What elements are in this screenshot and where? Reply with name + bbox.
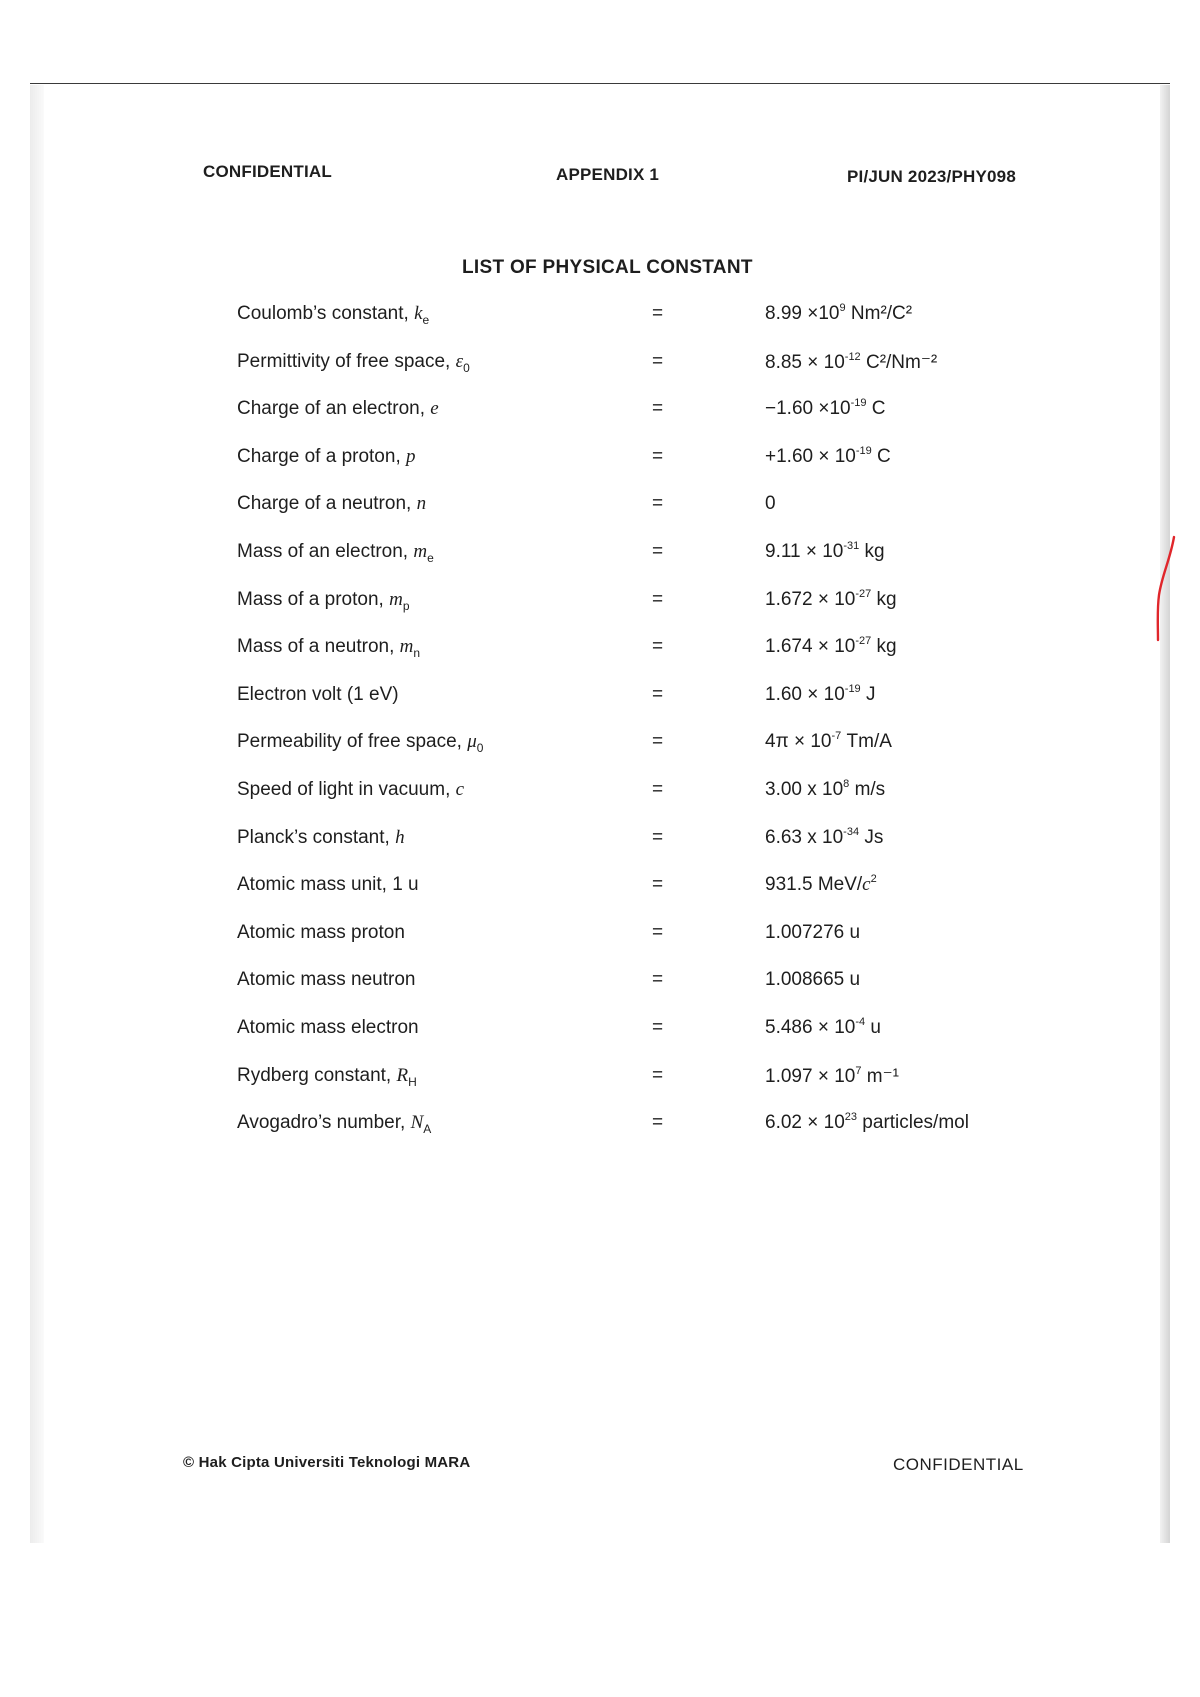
document-title: LIST OF PHYSICAL CONSTANT [462,257,753,278]
equals-sign: = [652,874,664,895]
equals-sign: = [652,1065,664,1086]
constant-row [0,303,1200,333]
constant-value-exponent: 2 [870,873,877,885]
constant-symbol-subscript: H [408,1074,417,1089]
constant-label-text: Rydberg constant, [237,1065,397,1086]
equals-sign: = [652,1112,664,1133]
constant-value [765,446,891,468]
constant-label [237,398,439,420]
constant-value-base: 1.007276 u [765,922,861,943]
constant-label [237,493,426,515]
constant-label [237,731,483,755]
constant-label [237,1017,419,1039]
constant-symbol-subscript: 0 [463,360,470,375]
constant-value [765,684,875,706]
equals-sign: = [652,303,664,324]
constant-symbol-subscript: 0 [476,740,484,755]
constant-symbol: h [395,827,405,848]
equals-sign: = [652,922,664,943]
constant-label-text: Planck’s constant, [237,827,396,848]
constant-value [765,398,886,420]
constant-row [0,541,1200,571]
equals-sign: = [652,398,664,419]
constant-row [0,636,1200,666]
constant-value [765,827,883,849]
constant-value-exponent: -4 [855,1016,866,1028]
constant-value-base: 0 [765,493,776,514]
equals-sign: = [652,493,664,514]
constant-value [765,874,877,896]
constant-value-unit: u [865,1017,881,1038]
constant-row [0,969,1200,999]
constant-value-exponent: -27 [855,588,872,600]
constant-value-unit: C [871,446,891,467]
red-pen-mark [1150,535,1190,645]
constant-value-base: 1.097 × 10 [765,1066,856,1087]
constant-value-unit: C [866,398,886,419]
constant-row [0,1112,1200,1142]
constant-value [765,922,860,944]
constant-value-unit: particles/mol [857,1112,969,1133]
constant-value-base: 8.85 × 10 [765,352,845,373]
constant-value-base: 6.02 × 10 [765,1112,845,1133]
constant-label [237,922,405,944]
constant-label [237,541,434,565]
constant-symbol: n [416,493,427,514]
equals-sign: = [652,779,664,800]
equals-sign: = [652,731,664,752]
constant-symbol: N [410,1112,424,1133]
constant-label-text: Charge of a proton, [237,446,406,467]
constant-label-text: Avogadro’s number, [237,1112,411,1133]
constant-symbol: m [389,589,403,610]
equals-sign: = [652,351,664,372]
equals-sign: = [652,684,664,705]
constant-value-unit: kg [859,541,885,562]
constant-symbol-subscript: p [402,598,410,613]
constant-value-base: 5.486 × 10 [765,1017,856,1038]
equals-sign: = [652,636,664,657]
constant-value-base: 1.60 × 10 [765,684,845,705]
constant-row [0,351,1200,381]
constant-value-unit: m⁻¹ [861,1066,899,1087]
equals-sign: = [652,589,664,610]
constant-value-unit: Js [859,827,884,848]
constant-value-base: −1.60 ×10 [765,398,851,419]
constant-symbol-subscript: n [413,645,421,660]
constant-value [765,1112,969,1134]
constant-label [237,827,405,849]
constant-label-text: Electron volt (1 eV) [237,684,399,705]
constant-label-text: Atomic mass neutron [237,969,416,990]
constant-value-unit: Tm/A [841,731,892,752]
constant-value-exponent: -34 [843,826,860,838]
equals-sign: = [652,969,664,990]
constant-symbol-subscript: e [422,312,430,327]
constant-label [237,1065,417,1089]
constant-value [765,493,776,515]
constant-value-base: 9.11 × 10 [765,541,844,562]
equals-sign: = [652,446,664,467]
footer-copyright: © Hak Cipta Universiti Teknologi MARA [183,1454,471,1471]
constant-value-base: 1.008665 u [765,969,861,990]
constant-value-exponent: 23 [844,1111,858,1123]
constant-value-unit: J [860,684,876,705]
constant-label-text: Atomic mass unit, 1 u [237,874,419,895]
constant-value [765,731,892,753]
constant-value-exponent: -27 [855,635,872,647]
constant-label [237,684,399,706]
constant-value-exponent: -19 [855,445,872,457]
constant-value-exponent: -12 [844,351,861,363]
constant-symbol: e [430,398,439,419]
constant-value-base: 3.00 x 10 [765,779,844,800]
constant-symbol: k [414,303,423,324]
constant-symbol: m [413,541,428,562]
constant-symbol: μ [467,731,477,752]
constant-label-text: Charge of a neutron, [237,493,417,514]
constant-value-base: 6.63 x 10 [765,827,844,848]
constant-label [237,446,416,468]
constant-value-exponent: 9 [839,302,846,314]
constant-row [0,827,1200,857]
equals-sign: = [652,827,664,848]
constant-label [237,589,410,613]
constant-value-exponent: -7 [831,730,842,742]
header-exam-code: PI/JUN 2023/PHY098 [847,167,1016,186]
constant-label [237,1112,431,1136]
constant-value [765,541,885,563]
constant-value [765,351,937,374]
constant-value-base: 1.672 × 10 [765,589,856,610]
constant-symbol: ε [455,351,464,372]
constant-value-exponent: -19 [850,397,867,409]
constant-row [0,589,1200,619]
constant-symbol-subscript: e [427,550,434,565]
constant-value [765,303,912,325]
constant-row [0,779,1200,809]
constant-label [237,636,420,660]
constant-symbol-subscript: A [423,1121,432,1136]
constant-value-symbol: c [862,874,871,895]
constant-value-unit: kg [871,636,897,657]
constant-value [765,969,860,991]
constant-value [765,779,885,801]
constant-value [765,1017,881,1039]
constant-symbol: c [455,779,465,800]
constant-label [237,969,415,991]
constant-value-exponent: -19 [844,683,861,695]
constant-value-base: 931.5 MeV/ [765,874,863,895]
constant-label-text: Atomic mass proton [237,922,405,943]
constant-value-base: 4π × 10 [765,731,832,752]
constant-symbol: p [406,446,416,467]
constant-value-exponent: 7 [855,1065,862,1077]
constant-value-base: 1.674 × 10 [765,636,856,657]
constant-label-text: Atomic mass electron [237,1017,419,1038]
constant-symbol: m [399,636,414,657]
constant-value [765,1065,899,1088]
constant-label [237,351,470,375]
constant-value-unit: kg [871,589,897,610]
constant-row [0,493,1200,523]
constant-value-base: 8.99 ×10 [765,303,840,324]
constant-value-base: +1.60 × 10 [765,446,856,467]
equals-sign: = [652,1017,664,1038]
constant-label-text: Mass of a neutron, [237,636,400,657]
constant-value-exponent: 8 [843,778,850,790]
constant-row [0,684,1200,714]
equals-sign: = [652,541,664,562]
constant-row [0,398,1200,428]
constant-row [0,1017,1200,1047]
constant-label-text: Permeability of free space, [237,731,468,752]
constant-row [0,446,1200,476]
constant-label-text: Mass of an electron, [237,541,414,562]
constant-label-text: Coulomb’s constant, [237,303,415,324]
constant-row [0,922,1200,952]
constant-label-text: Mass of a proton, [237,589,390,610]
constant-label-text: Speed of light in vacuum, [237,779,456,800]
constant-value-unit: C²/Nm⁻² [860,352,938,373]
constant-label-text: Charge of an electron, [237,398,431,419]
constant-label [237,779,464,801]
constant-label [237,303,429,327]
header-appendix: APPENDIX 1 [556,165,660,184]
constant-row [0,874,1200,904]
constant-value-exponent: -31 [843,540,860,552]
footer-confidential: CONFIDENTIAL [893,1455,1024,1474]
constant-value-unit: Nm²/C² [845,303,913,324]
constant-value [765,589,897,611]
constant-value [765,636,897,658]
header-confidential: CONFIDENTIAL [203,162,332,181]
constant-row [0,1065,1200,1095]
constant-label-text: Permittivity of free space, [237,351,456,372]
constant-symbol: R [396,1065,409,1086]
constant-value-unit: m/s [849,779,886,800]
constant-label [237,874,419,896]
constant-row [0,731,1200,761]
